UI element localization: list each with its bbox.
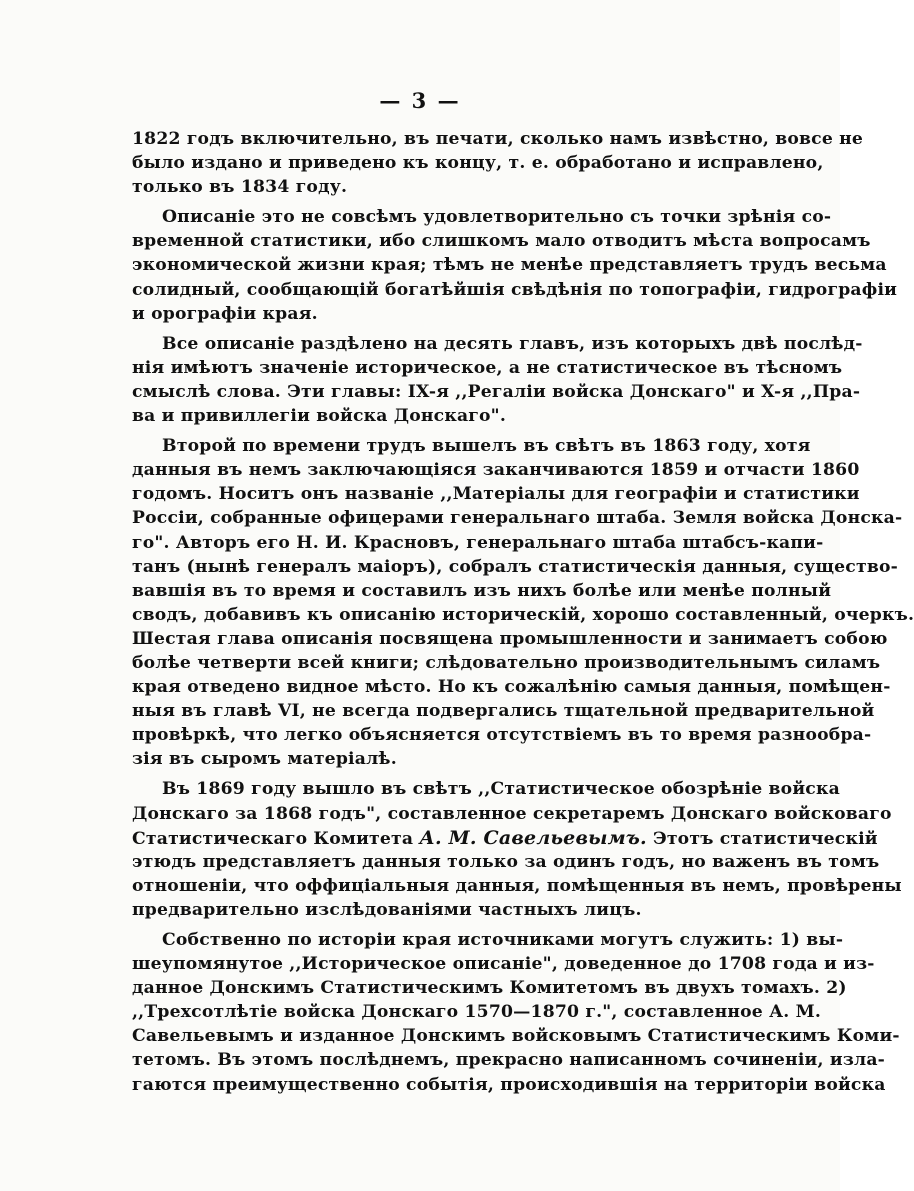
text-line: провѣркѣ, что легко объясняется отсутствіемъ въ то время разнообра- — [132, 725, 872, 746]
text-line: сводъ, добавивъ къ описанію историческій, хорошо составленный, очеркъ. — [132, 604, 914, 625]
paragraph-5 — [132, 777, 902, 922]
text-line: Савельевымъ и изданное Донскимъ войсковымъ Статистическимъ Коми- — [132, 1026, 900, 1047]
text-fragment: Этотъ статистическій — [646, 828, 878, 849]
text-line: и орографіи края. — [132, 303, 318, 324]
text-line: Россіи, собранные офицерами генеральнаго штаба. Земля войска Донска- — [132, 508, 903, 529]
text-line: Въ 1869 году вышло въ свѣтъ ,,Статистическое обозрѣніе войска — [162, 779, 840, 800]
text-line: годомъ. Носитъ онъ названіе ,,Матеріалы для географіи и статистики — [132, 484, 860, 505]
paragraph-1 — [132, 127, 864, 199]
text-line: 1822 годъ включительно, въ печати, сколько намъ извѣстно, вовсе не — [132, 129, 864, 149]
text-line: Описаніе это не совсѣмъ удовлетворительно съ точки зрѣнія со- — [162, 207, 832, 228]
text-line: солидный, сообщающій богатѣйшія свѣдѣнія по топографіи, гидрографіи — [132, 279, 898, 300]
page-number: — 3 — — [379, 88, 461, 113]
author-name-signature: А. М. Савельевымъ. — [419, 826, 647, 849]
text-line: ва и привиллегіи войска Донскаго". — [132, 406, 507, 427]
text-line: было издано и приведено къ концу, т. е. обработано и исправлено, — [132, 153, 824, 174]
text-line: только въ 1834 году. — [132, 177, 348, 198]
text-line-with-signature — [132, 826, 878, 850]
text-line: танъ (нынѣ генералъ маіоръ), собралъ статистическія данныя, существо- — [132, 556, 898, 577]
text-line: Собственно по исторіи края источниками могутъ служить: 1) вы- — [162, 930, 844, 950]
text-line: вавшія въ то время и составилъ изъ нихъ болѣе или менѣе полный — [132, 580, 832, 601]
text-line: экономической жизни края; тѣмъ не менѣе представляетъ трудъ весьма — [132, 255, 887, 276]
text-line: ,,Трехсотлѣтіе войска Донскаго 1570—1870 г.", составленное А. М. — [132, 1002, 822, 1023]
text-line: Шестая глава описанія посвящена промышленности и занимаетъ собою — [132, 628, 888, 649]
text-line: Донскаго за 1868 годъ", составленное секретаремъ Донскаго войсковаго — [132, 803, 892, 824]
text-line: Второй по времени трудъ вышелъ въ свѣтъ въ 1863 году, хотя — [162, 436, 811, 457]
text-line: данное Донскимъ Статистическимъ Комитетомъ въ двухъ томахъ. 2) — [132, 978, 847, 999]
text-line: временной статистики, ибо слишкомъ мало отводитъ мѣста вопросамъ — [132, 231, 871, 252]
text-line: ныя въ главѣ VI, не всегда подвергались тщательной предварительной — [132, 701, 875, 722]
text-line: отношеніи, что оффиціальныя данныя, помѣщенныя въ немъ, провѣрены — [132, 875, 902, 896]
paragraph-3 — [132, 332, 863, 428]
body-text — [132, 127, 914, 1103]
text-line: Все описаніе раздѣлено на десять главъ, изъ которыхъ двѣ послѣд- — [162, 333, 863, 354]
text-line: данныя въ немъ заключающіяся заканчиваются 1859 и отчасти 1860 — [132, 460, 860, 481]
paragraph-6 — [132, 928, 900, 1097]
text-line: края отведено видное мѣсто. Но къ сожалѣнію самыя данныя, помѣщен- — [132, 677, 891, 698]
text-line: гаются преимущественно событія, происходившія на территоріи войска — [132, 1074, 886, 1095]
text-line: предварительно изслѣдованіями частныхъ лицъ. — [132, 899, 642, 920]
text-line: этюдъ представляетъ данныя только за одинъ годъ, но важенъ въ томъ — [132, 851, 880, 872]
text-line: го". Авторъ его Н. И. Красновъ, генеральнаго штаба штабсъ-капи- — [132, 532, 824, 553]
paragraph-4 — [132, 434, 914, 771]
text-line: шеупомянутое ,,Историческое описаніе", доведенное до 1708 года и из- — [132, 954, 875, 975]
text-line: тетомъ. Въ этомъ послѣднемъ, прекрасно написанномъ сочиненіи, изла- — [132, 1050, 885, 1071]
text-line: зія въ сыромъ матеріалѣ. — [132, 749, 397, 770]
text-line: смыслѣ слова. Эти главы: IX-я ,,Регаліи войска Донскаго" и X-я ,,Пра- — [132, 381, 861, 402]
paragraph-2 — [132, 205, 898, 325]
text-line: нія имѣютъ значеніе историческое, а не статистическое въ тѣсномъ — [132, 357, 843, 378]
text-fragment: Статистическаго Комитета — [132, 828, 420, 849]
text-line: болѣе четверти всей книги; слѣдовательно производительнымъ силамъ — [132, 652, 881, 673]
